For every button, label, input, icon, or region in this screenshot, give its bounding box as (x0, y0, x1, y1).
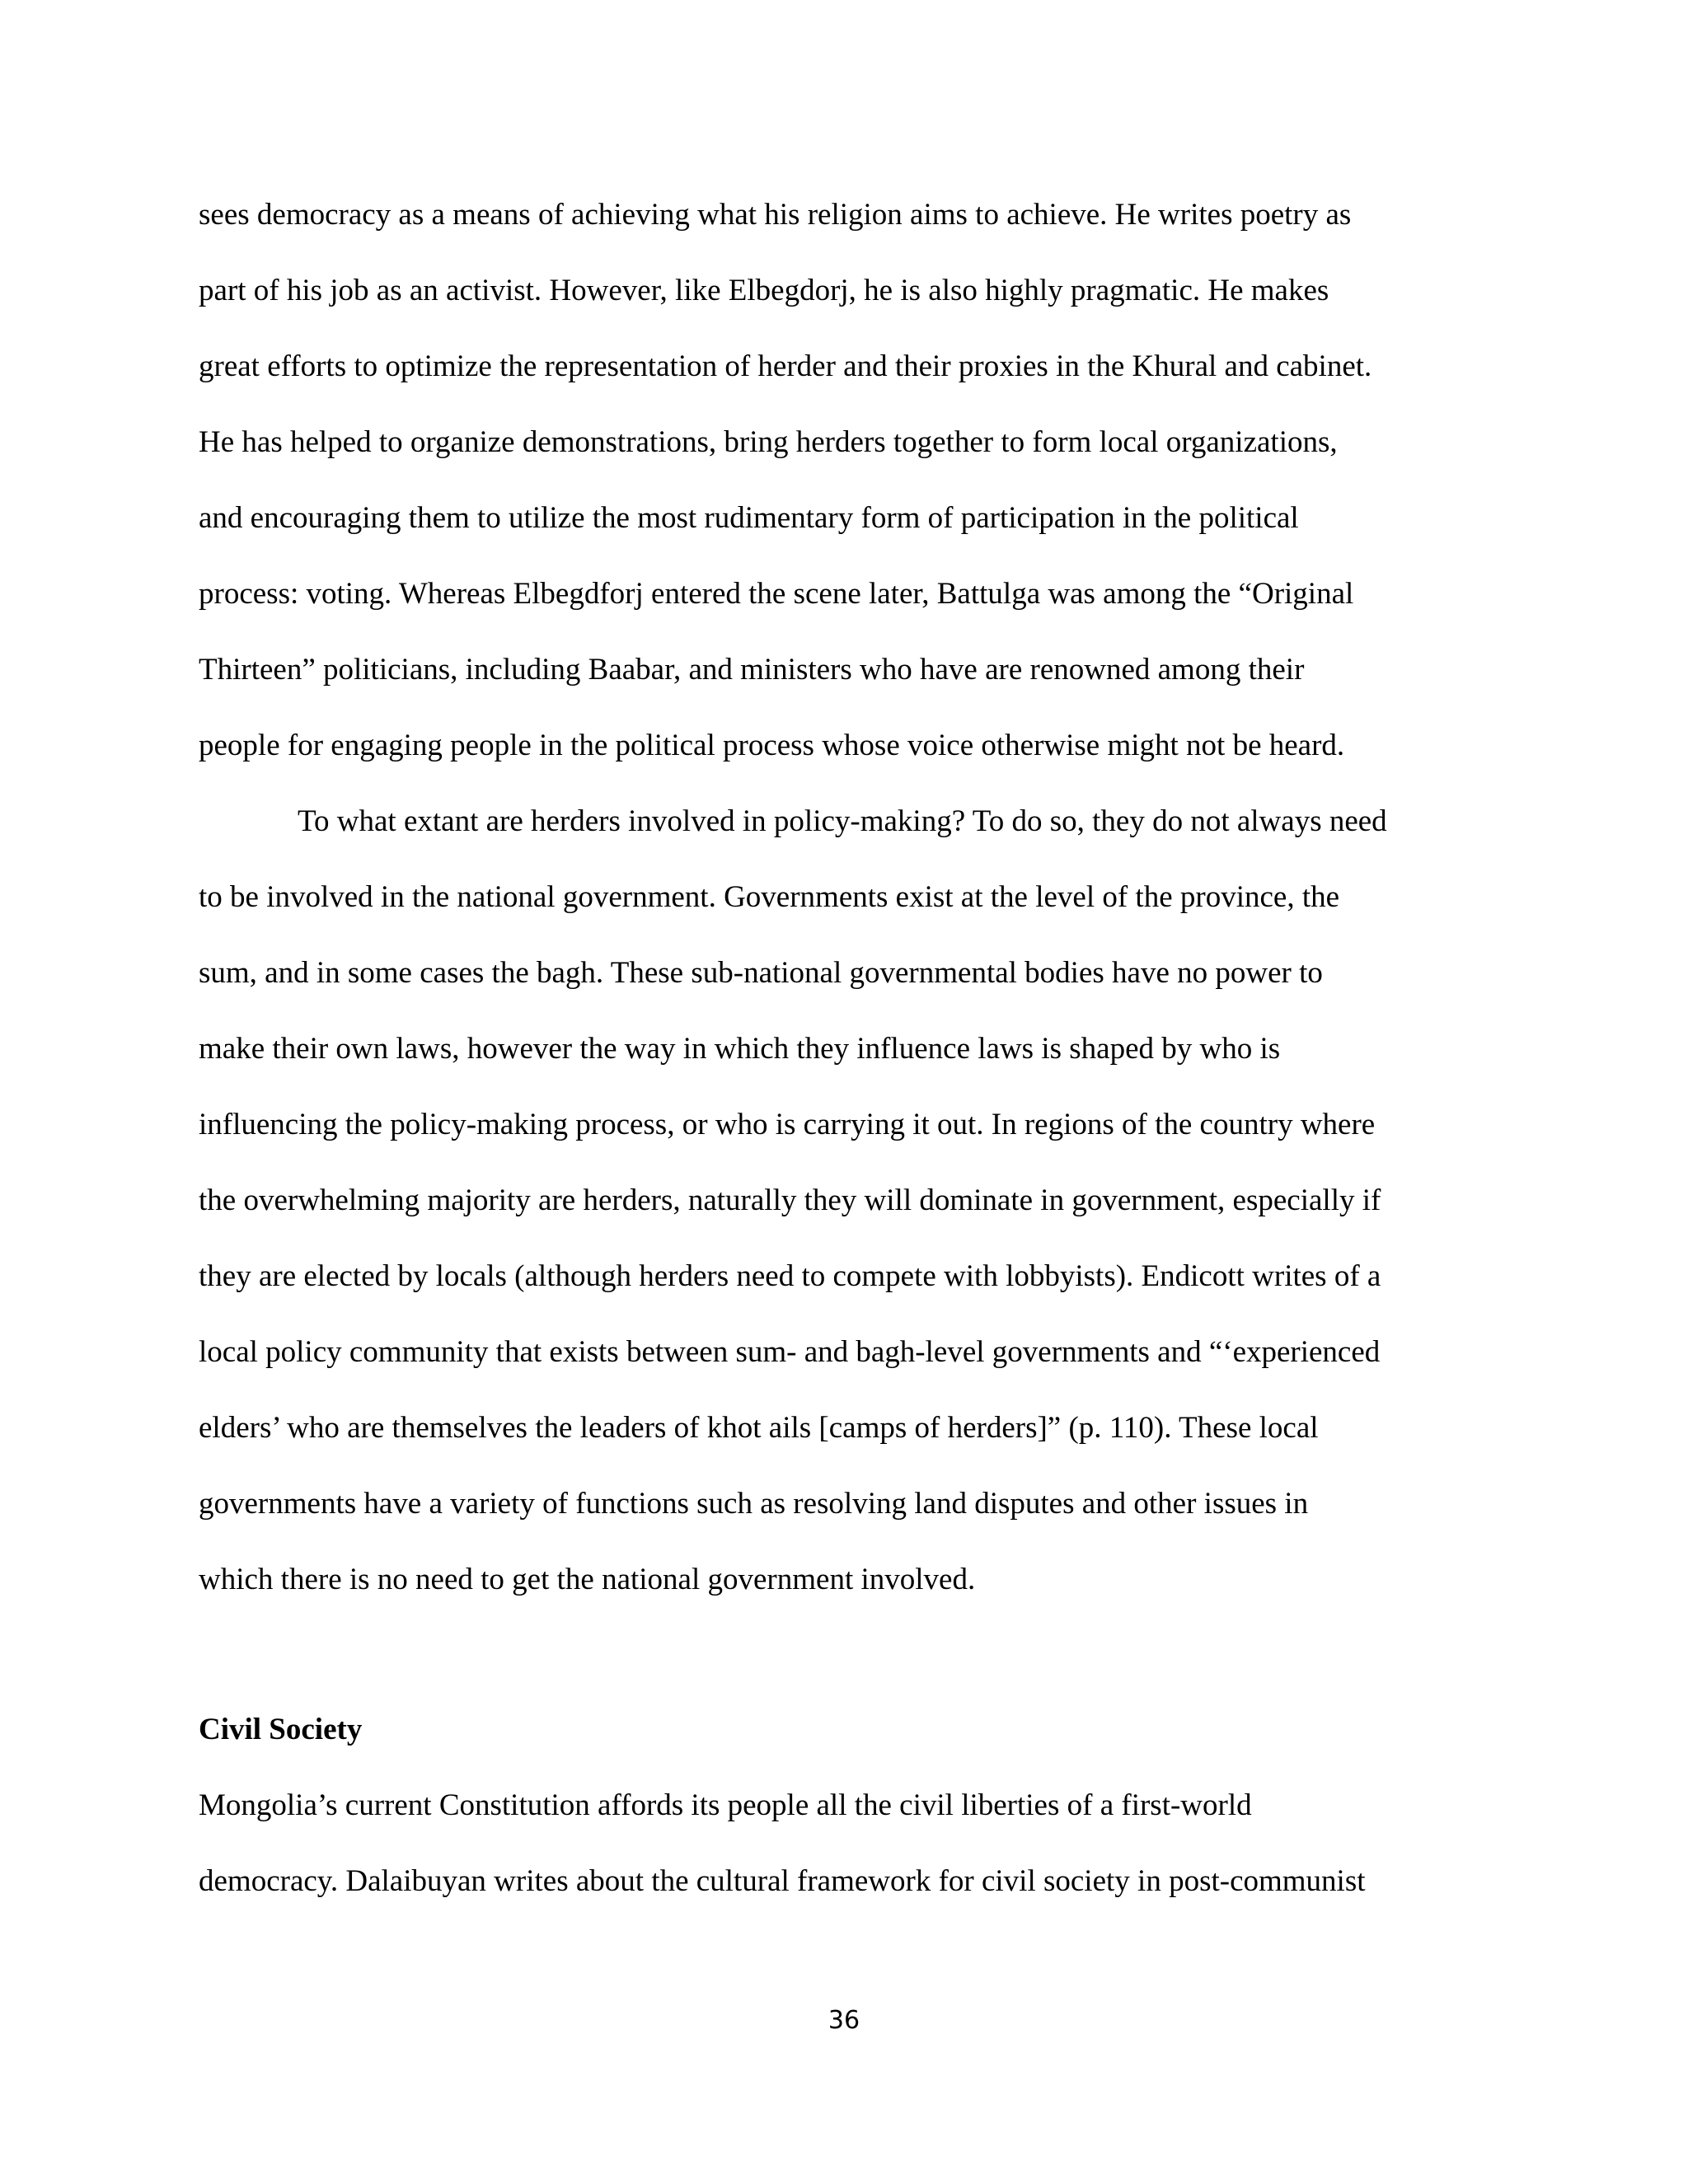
text-line: influencing the policy-making process, or who is carrying it out. In regions of the country where (199, 1108, 1376, 1141)
text-line: He has helped to organize demonstrations, bring herders together to form local organizations, (199, 425, 1338, 459)
page-number: 36 (828, 2006, 860, 2035)
text-line: which there is no need to get the national government involved. (199, 1563, 976, 1596)
text-line: To what extant are herders involved in policy-making? To do so, they do not always need (298, 804, 1387, 838)
section-heading: Civil Society (199, 1713, 363, 1746)
text-line: democracy. Dalaibuyan writes about the cultural framework for civil society in post-communist (199, 1864, 1366, 1898)
text-line: great efforts to optimize the representation of herder and their proxies in the Khural and cabinet. (199, 349, 1372, 383)
text-line: process: voting. Whereas Elbegdforj entered the scene later, Battulga was among the “Original (199, 577, 1354, 611)
text-line: sum, and in some cases the bagh. These sub-national governmental bodies have no power to (199, 956, 1323, 990)
text-line: make their own laws, however the way in which they influence laws is shaped by who is (199, 1032, 1281, 1066)
text-line: the overwhelming majority are herders, naturally they will dominate in government, especially if (199, 1183, 1381, 1217)
text-line: to be involved in the national government. Governments exist at the level of the province, the (199, 880, 1340, 914)
text-line: Mongolia’s current Constitution affords its people all the civil liberties of a first-world (199, 1788, 1252, 1822)
text-line: local policy community that exists between sum- and bagh-level governments and “‘experienced (199, 1335, 1381, 1369)
text-line: they are elected by locals (although herders need to compete with lobbyists). Endicott writes of a (199, 1259, 1381, 1293)
text-line: Thirteen” politicians, including Baabar, and ministers who have are renowned among their (199, 653, 1305, 687)
text-line: part of his job as an activist. However, like Elbegdorj, he is also highly pragmatic. He makes (199, 274, 1329, 307)
text-line: governments have a variety of functions such as resolving land disputes and other issues in (199, 1487, 1309, 1521)
text-line: sees democracy as a means of achieving what his religion aims to achieve. He writes poetry as (199, 198, 1352, 232)
text-line: and encouraging them to utilize the most rudimentary form of participation in the political (199, 501, 1299, 535)
text-line: elders’ who are themselves the leaders of khot ails [camps of herders]” (p. 110). These local (199, 1411, 1319, 1445)
text-line: people for engaging people in the political process whose voice otherwise might not be heard. (199, 729, 1345, 762)
